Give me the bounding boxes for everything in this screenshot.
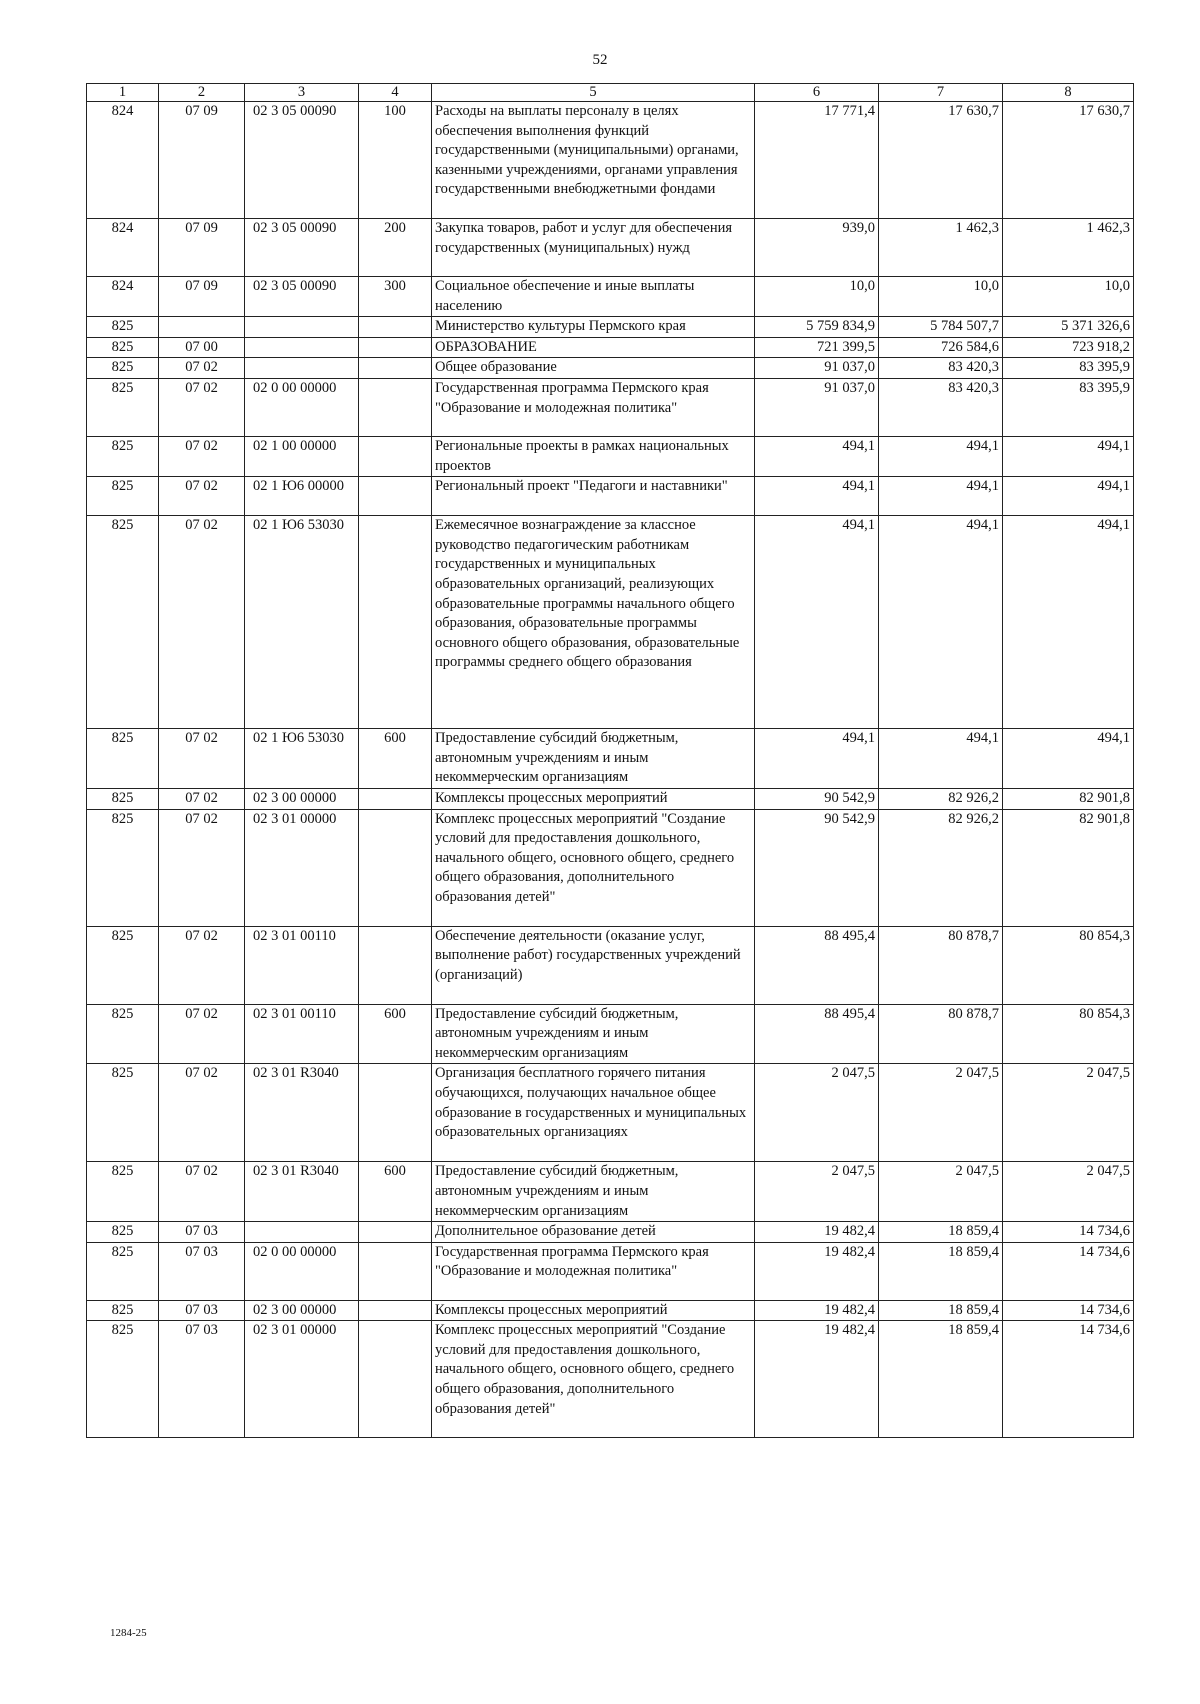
target-item-cell: 02 3 05 00090 [245,277,359,317]
kvsr-cell: 825 [87,1162,159,1222]
header-row [87,84,1134,102]
kvsr-cell: 825 [87,729,159,789]
expense-type-cell: 600 [359,729,432,789]
amount-col6-cell: 494,1 [755,436,879,476]
amount-col7-cell: 494,1 [879,729,1003,789]
amount-col6-cell: 10,0 [755,277,879,317]
expense-type-cell [359,337,432,358]
description-cell: Предоставление субсидий бюджетным, автономным учреждениям и иным некоммерческим организациям [432,1004,755,1064]
expense-type-cell [359,358,432,379]
expense-type-cell [359,1064,432,1162]
section-cell: 07 02 [159,809,245,926]
kvsr-cell: 825 [87,477,159,516]
target-item-cell: 02 3 01 00000 [245,1321,359,1438]
amount-col6-cell: 721 399,5 [755,337,879,358]
expense-type-cell [359,378,432,436]
column-header: 7 [879,84,1003,102]
amount-col7-cell: 82 926,2 [879,809,1003,926]
table-row [87,788,1134,809]
amount-col6-cell: 494,1 [755,477,879,516]
target-item-cell: 02 1 00 00000 [245,436,359,476]
kvsr-cell: 825 [87,358,159,379]
amount-col6-cell: 90 542,9 [755,809,879,926]
kvsr-cell: 825 [87,516,159,729]
section-cell: 07 02 [159,1004,245,1064]
table-row [87,1222,1134,1243]
target-item-cell [245,337,359,358]
description-cell: ОБРАЗОВАНИЕ [432,337,755,358]
amount-col6-cell: 19 482,4 [755,1222,879,1243]
amount-col6-cell: 91 037,0 [755,378,879,436]
kvsr-cell: 824 [87,102,159,219]
amount-col7-cell: 18 859,4 [879,1321,1003,1438]
description-cell: Государственная программа Пермского края "Образование и молодежная политика" [432,378,755,436]
amount-col7-cell: 726 584,6 [879,337,1003,358]
table-row [87,1321,1134,1438]
description-cell: Обеспечение деятельности (оказание услуг, выполнение работ) государственных учреждений (организаций) [432,926,755,1004]
target-item-cell: 02 3 01 R3040 [245,1162,359,1222]
description-cell: Комплекс процессных мероприятий "Создание условий для предоставления дошкольного, начального общего, основного общего, среднего общего образования, дополнительного образования детей" [432,809,755,926]
amount-col7-cell: 2 047,5 [879,1162,1003,1222]
expense-type-cell [359,926,432,1004]
page-number: 52 [592,52,608,68]
kvsr-cell: 825 [87,788,159,809]
target-item-cell: 02 3 01 00110 [245,926,359,1004]
amount-col8-cell: 80 854,3 [1003,926,1134,1004]
description-cell: Ежемесячное вознаграждение за классное руководство педагогическим работникам государственных и муниципальных образовательных организаций, реализующих образовательные программы начального общего образования, образовательные программы основного общего образования, образовательные программы среднего общего образования [432,516,755,729]
amount-col8-cell: 82 901,8 [1003,788,1134,809]
kvsr-cell: 825 [87,1300,159,1321]
amount-col6-cell: 90 542,9 [755,788,879,809]
description-cell: Региональные проекты в рамках национальных проектов [432,436,755,476]
description-cell: Социальное обеспечение и иные выплаты населению [432,277,755,317]
expense-type-cell [359,317,432,338]
kvsr-cell: 825 [87,317,159,338]
amount-col8-cell: 1 462,3 [1003,219,1134,277]
target-item-cell [245,317,359,338]
target-item-cell: 02 1 Ю6 53030 [245,729,359,789]
column-header: 8 [1003,84,1134,102]
budget-table [86,83,1134,1438]
target-item-cell: 02 3 01 00110 [245,1004,359,1064]
section-cell: 07 00 [159,337,245,358]
target-item-cell: 02 1 Ю6 00000 [245,477,359,516]
amount-col8-cell: 5 371 326,6 [1003,317,1134,338]
description-cell: Предоставление субсидий бюджетным, автономным учреждениям и иным некоммерческим организациям [432,1162,755,1222]
column-header: 3 [245,84,359,102]
amount-col6-cell: 88 495,4 [755,926,879,1004]
kvsr-cell: 825 [87,1222,159,1243]
amount-col6-cell: 5 759 834,9 [755,317,879,338]
amount-col6-cell: 91 037,0 [755,358,879,379]
section-cell: 07 09 [159,277,245,317]
table-row [87,516,1134,729]
amount-col7-cell: 10,0 [879,277,1003,317]
amount-col8-cell: 14 734,6 [1003,1300,1134,1321]
section-cell: 07 02 [159,378,245,436]
amount-col6-cell: 494,1 [755,729,879,789]
section-cell [159,317,245,338]
expense-type-cell [359,809,432,926]
kvsr-cell: 825 [87,1321,159,1438]
amount-col6-cell: 19 482,4 [755,1321,879,1438]
amount-col6-cell: 17 771,4 [755,102,879,219]
section-cell: 07 03 [159,1321,245,1438]
table-body [87,102,1134,1438]
expense-type-cell [359,1321,432,1438]
expense-type-cell [359,516,432,729]
amount-col7-cell: 494,1 [879,436,1003,476]
amount-col7-cell: 82 926,2 [879,788,1003,809]
amount-col7-cell: 83 420,3 [879,378,1003,436]
target-item-cell: 02 1 Ю6 53030 [245,516,359,729]
amount-col8-cell: 14 734,6 [1003,1321,1134,1438]
amount-col6-cell: 19 482,4 [755,1300,879,1321]
amount-col7-cell: 83 420,3 [879,358,1003,379]
amount-col7-cell: 494,1 [879,516,1003,729]
table-row [87,1242,1134,1300]
kvsr-cell: 824 [87,277,159,317]
amount-col8-cell: 2 047,5 [1003,1064,1134,1162]
expense-type-cell: 200 [359,219,432,277]
expense-type-cell [359,1242,432,1300]
section-cell: 07 02 [159,788,245,809]
description-cell: Дополнительное образование детей [432,1222,755,1243]
table-row [87,102,1134,219]
amount-col7-cell: 17 630,7 [879,102,1003,219]
section-cell: 07 02 [159,516,245,729]
section-cell: 07 02 [159,1064,245,1162]
description-cell: Общее образование [432,358,755,379]
section-cell: 07 03 [159,1222,245,1243]
amount-col7-cell: 494,1 [879,477,1003,516]
amount-col8-cell: 80 854,3 [1003,1004,1134,1064]
amount-col7-cell: 18 859,4 [879,1242,1003,1300]
amount-col8-cell: 83 395,9 [1003,358,1134,379]
description-cell: Расходы на выплаты персоналу в целях обеспечения выполнения функций государственными (муниципальными) органами, казенными учреждениями, органами управления государственными внебюджетными фондами [432,102,755,219]
section-cell: 07 02 [159,436,245,476]
expense-type-cell: 600 [359,1004,432,1064]
amount-col6-cell: 939,0 [755,219,879,277]
expense-type-cell [359,436,432,476]
description-cell: Организация бесплатного горячего питания обучающихся, получающих начальное общее образование в государственных и муниципальных образовательных организациях [432,1064,755,1162]
target-item-cell: 02 0 00 00000 [245,1242,359,1300]
section-cell: 07 03 [159,1242,245,1300]
table-row [87,358,1134,379]
table-row [87,809,1134,926]
expense-type-cell: 600 [359,1162,432,1222]
amount-col8-cell: 494,1 [1003,436,1134,476]
column-header: 5 [432,84,755,102]
amount-col7-cell: 18 859,4 [879,1222,1003,1243]
section-cell: 07 03 [159,1300,245,1321]
expense-type-cell: 300 [359,277,432,317]
kvsr-cell: 825 [87,1004,159,1064]
kvsr-cell: 825 [87,436,159,476]
kvsr-cell: 825 [87,926,159,1004]
expense-type-cell [359,788,432,809]
description-cell: Региональный проект "Педагоги и наставники" [432,477,755,516]
section-cell: 07 02 [159,926,245,1004]
amount-col6-cell: 494,1 [755,516,879,729]
kvsr-cell: 825 [87,1064,159,1162]
expense-type-cell [359,1300,432,1321]
table-row [87,219,1134,277]
target-item-cell: 02 3 05 00090 [245,102,359,219]
table-row [87,1064,1134,1162]
table-row [87,729,1134,789]
table-row [87,277,1134,317]
target-item-cell [245,1222,359,1243]
table-row [87,477,1134,516]
kvsr-cell: 824 [87,219,159,277]
amount-col8-cell: 2 047,5 [1003,1162,1134,1222]
section-cell: 07 09 [159,102,245,219]
column-header: 2 [159,84,245,102]
amount-col8-cell: 494,1 [1003,729,1134,789]
kvsr-cell: 825 [87,378,159,436]
column-header: 4 [359,84,432,102]
table-row [87,378,1134,436]
amount-col6-cell: 19 482,4 [755,1242,879,1300]
amount-col7-cell: 1 462,3 [879,219,1003,277]
description-cell: Предоставление субсидий бюджетным, автономным учреждениям и иным некоммерческим организациям [432,729,755,789]
amount-col8-cell: 14 734,6 [1003,1242,1134,1300]
amount-col6-cell: 2 047,5 [755,1162,879,1222]
amount-col7-cell: 2 047,5 [879,1064,1003,1162]
target-item-cell: 02 3 00 00000 [245,788,359,809]
amount-col6-cell: 88 495,4 [755,1004,879,1064]
amount-col8-cell: 494,1 [1003,516,1134,729]
table-row [87,1004,1134,1064]
table-row [87,926,1134,1004]
section-cell: 07 02 [159,477,245,516]
description-cell: Закупка товаров, работ и услуг для обеспечения государственных (муниципальных) нужд [432,219,755,277]
table-row [87,436,1134,476]
table-row [87,317,1134,338]
kvsr-cell: 825 [87,337,159,358]
expense-type-cell: 100 [359,102,432,219]
description-cell: Министерство культуры Пермского края [432,317,755,338]
target-item-cell: 02 3 01 00000 [245,809,359,926]
amount-col7-cell: 18 859,4 [879,1300,1003,1321]
target-item-cell: 02 3 00 00000 [245,1300,359,1321]
section-cell: 07 02 [159,1162,245,1222]
expense-type-cell [359,477,432,516]
document-code: 1284-25 [110,1627,147,1639]
table-row [87,337,1134,358]
amount-col7-cell: 80 878,7 [879,926,1003,1004]
column-header: 1 [87,84,159,102]
kvsr-cell: 825 [87,1242,159,1300]
kvsr-cell: 825 [87,809,159,926]
amount-col8-cell: 494,1 [1003,477,1134,516]
section-cell: 07 09 [159,219,245,277]
amount-col8-cell: 17 630,7 [1003,102,1134,219]
amount-col8-cell: 14 734,6 [1003,1222,1134,1243]
section-cell: 07 02 [159,358,245,379]
description-cell: Комплекс процессных мероприятий "Создание условий для предоставления дошкольного, начального общего, основного общего, среднего общего образования, дополнительного образования детей" [432,1321,755,1438]
amount-col6-cell: 2 047,5 [755,1064,879,1162]
description-cell: Комплексы процессных мероприятий [432,788,755,809]
amount-col8-cell: 83 395,9 [1003,378,1134,436]
target-item-cell [245,358,359,379]
table-row [87,1162,1134,1222]
section-cell: 07 02 [159,729,245,789]
amount-col7-cell: 5 784 507,7 [879,317,1003,338]
description-cell: Комплексы процессных мероприятий [432,1300,755,1321]
table-row [87,1300,1134,1321]
target-item-cell: 02 3 01 R3040 [245,1064,359,1162]
amount-col8-cell: 10,0 [1003,277,1134,317]
column-header: 6 [755,84,879,102]
description-cell: Государственная программа Пермского края "Образование и молодежная политика" [432,1242,755,1300]
expense-type-cell [359,1222,432,1243]
amount-col7-cell: 80 878,7 [879,1004,1003,1064]
target-item-cell: 02 3 05 00090 [245,219,359,277]
amount-col8-cell: 723 918,2 [1003,337,1134,358]
target-item-cell: 02 0 00 00000 [245,378,359,436]
amount-col8-cell: 82 901,8 [1003,809,1134,926]
